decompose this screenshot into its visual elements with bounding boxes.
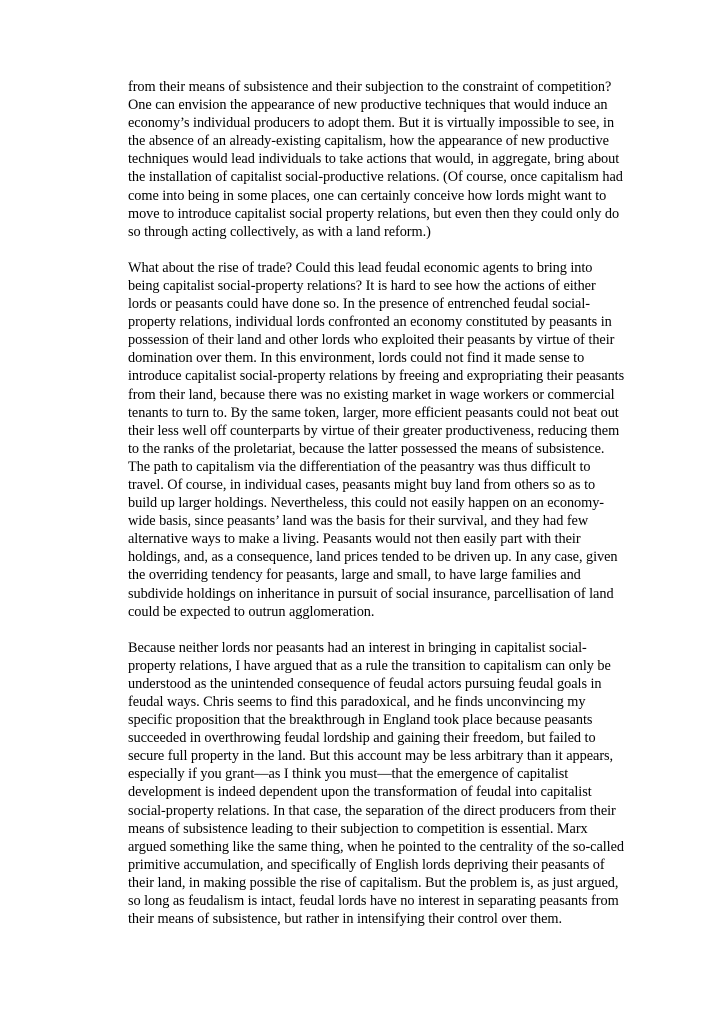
paragraph-2: What about the rise of trade? Could this lead feudal economic agents to bring into being capitalist social-property relations? It is hard to see how the actions of either lords or peasants could have done so. In the presence of entrenched feudal social-property relations, individual lords confronted an economy constituted by peasants in possession of their land and other lords who exploited their peasants by virtue of their domination over them. In this environment, lords could not find it made sense to introduce capitalist social-property relations by freeing and expropriating their peasants from their land, because there was no existing market in wage workers or commercial tenants to turn to. By the same token, larger, more efficient peasants could not beat out their less well off counterparts by virtue of their greater productiveness, reducing them to the ranks of the proletariat, because the latter possessed the means of subsistence. The path to capitalism via the differentiation of the peasantry was thus difficult to travel. Of course, in individual cases, peasants might buy land from others so as to build up larger holdings. Nevertheless, this could not easily happen on an economy-wide basis, since peasants’ land was the basis for their survival, and they had few alternative ways to make a living. Peasants would not then easily part with their holdings, and, as a consequence, land prices tended to be driven up. In any case, given the overriding tendency for peasants, large and small, to have large families and subdivide holdings on inheritance in pursuit of social insurance, parcellisation of land could be expected to outrun agglomeration. [128, 259, 625, 620]
document-page [128, 78, 626, 928]
paragraph-3: Because neither lords nor peasants had an interest in bringing in capitalist social-property relations, I have argued that as a rule the transition to capitalism can only be understood as the unintended consequence of feudal actors pursuing feudal goals in feudal ways. Chris seems to find this paradoxical, and he finds unconvincing my specific proposition that the breakthrough in England took place because peasants succeeded in overthrowing feudal lordship and gaining their freedom, but failed to secure full property in the land. But this account may be less arbitrary than it appears, especially if you grant—as I think you must—that the emergence of capitalist development is indeed dependent upon the transformation of feudal into capitalist social-property relations. In that case, the separation of the direct producers from their means of subsistence leading to their subjection to competition is essential. Marx argued something like the same thing, when he pointed to the centrality of the so-called primitive accumulation, and specifically of English lords depriving their peasants of their land, in making possible the rise of capitalism. But the problem is, as just argued, so long as feudalism is intact, feudal lords have no interest in separating peasants from their means of subsistence, but rather in intensifying their control over them. [128, 639, 624, 928]
paragraph-1: from their means of subsistence and their subjection to the constraint of competition? One can envision the appearance of new productive techniques that would induce an economy’s individual producers to adopt them. But it is virtually impossible to see, in the absence of an already-existing capitalism, how the appearance of new productive techniques would lead individuals to take actions that would, in aggregate, bring about the installation of capitalist social-productive relations. (Of course, once capitalism had come into being in some places, one can certainly conceive how lords might want to move to introduce capitalist social property relations, but even then they could only do so through acting collectively, as with a land reform.) [128, 79, 623, 240]
